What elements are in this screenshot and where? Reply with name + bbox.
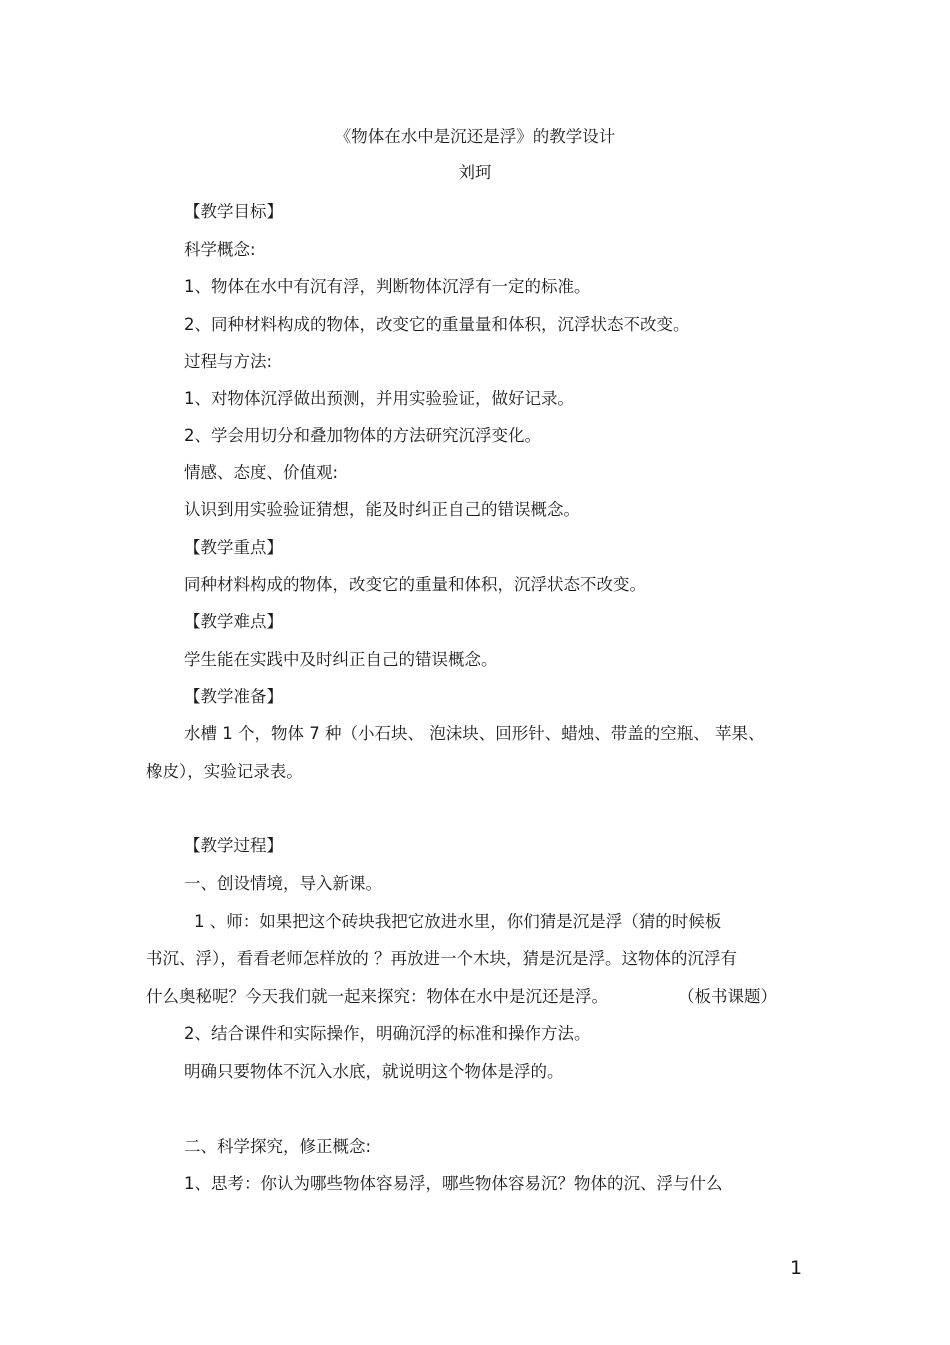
paragraph: 1 、师：如果把这个砖块我把它放进水里，你们猜是沉是浮（猜的时候板 [194, 912, 722, 931]
paragraph: 学生能在实践中及时纠正自己的错误概念。 [184, 650, 498, 669]
subheading-science-concept: 科学概念: [184, 240, 256, 259]
paragraph: 什么奥秘呢？今天我们就一起来探究：物体在水中是沉还是浮。 [146, 987, 608, 1006]
annotation: （板书课题） [678, 987, 777, 1006]
subheading-process-method: 过程与方法: [184, 352, 273, 371]
heading-teaching-goals: 【教学目标】 [184, 202, 283, 221]
document-author: 刘珂 [458, 163, 492, 182]
paragraph: 2、同种材料构成的物体，改变它的重量量和体积，沉浮状态不改变。 [184, 315, 690, 334]
page-number: 1 [790, 1257, 803, 1279]
heading-teaching-process: 【教学过程】 [184, 836, 283, 855]
paragraph: 2、学会用切分和叠加物体的方法研究沉浮变化。 [184, 426, 541, 445]
heading-preparation: 【教学准备】 [184, 687, 283, 706]
heading-difficulties: 【教学难点】 [184, 612, 283, 631]
paragraph: 1、思考：你认为哪些物体容易浮，哪些物体容易沉？物体的沉、浮与什么 [184, 1174, 723, 1193]
paragraph: 水槽 1 个，物体 7 种（小石块、 泡沫块、回形针、蜡烛、带盖的空瓶、 苹果、 [184, 724, 765, 743]
paragraph: 1、物体在水中有沉有浮，判断物体沉浮有一定的标准。 [184, 277, 591, 296]
paragraph: 1、对物体沉浮做出预测，并用实验验证，做好记录。 [184, 389, 574, 408]
section-heading: 一、创设情境，导入新课。 [184, 874, 382, 893]
heading-key-points: 【教学重点】 [184, 538, 283, 557]
paragraph: 橡皮），实验记录表。 [146, 762, 303, 781]
section-heading: 二、科学探究，修正概念: [184, 1137, 372, 1156]
paragraph: 同种材料构成的物体，改变它的重量和体积，沉浮状态不改变。 [184, 575, 646, 594]
subheading-attitude-values: 情感、态度、价值观: [184, 463, 339, 482]
paragraph: 2、结合课件和实际操作，明确沉浮的标准和操作方法。 [184, 1024, 591, 1043]
paragraph: 书沉、浮），看看老师怎样放的 ？再放进一个木块，猜是沉是浮。这物体的沉浮有 [146, 949, 737, 968]
document-title: 《物体在水中是沉还是浮》的教学设计 [334, 127, 616, 146]
paragraph: 认识到用实验验证猜想，能及时纠正自己的错误概念。 [184, 500, 580, 519]
paragraph: 明确只要物体不沉入水底，就说明这个物体是浮的。 [184, 1062, 564, 1081]
